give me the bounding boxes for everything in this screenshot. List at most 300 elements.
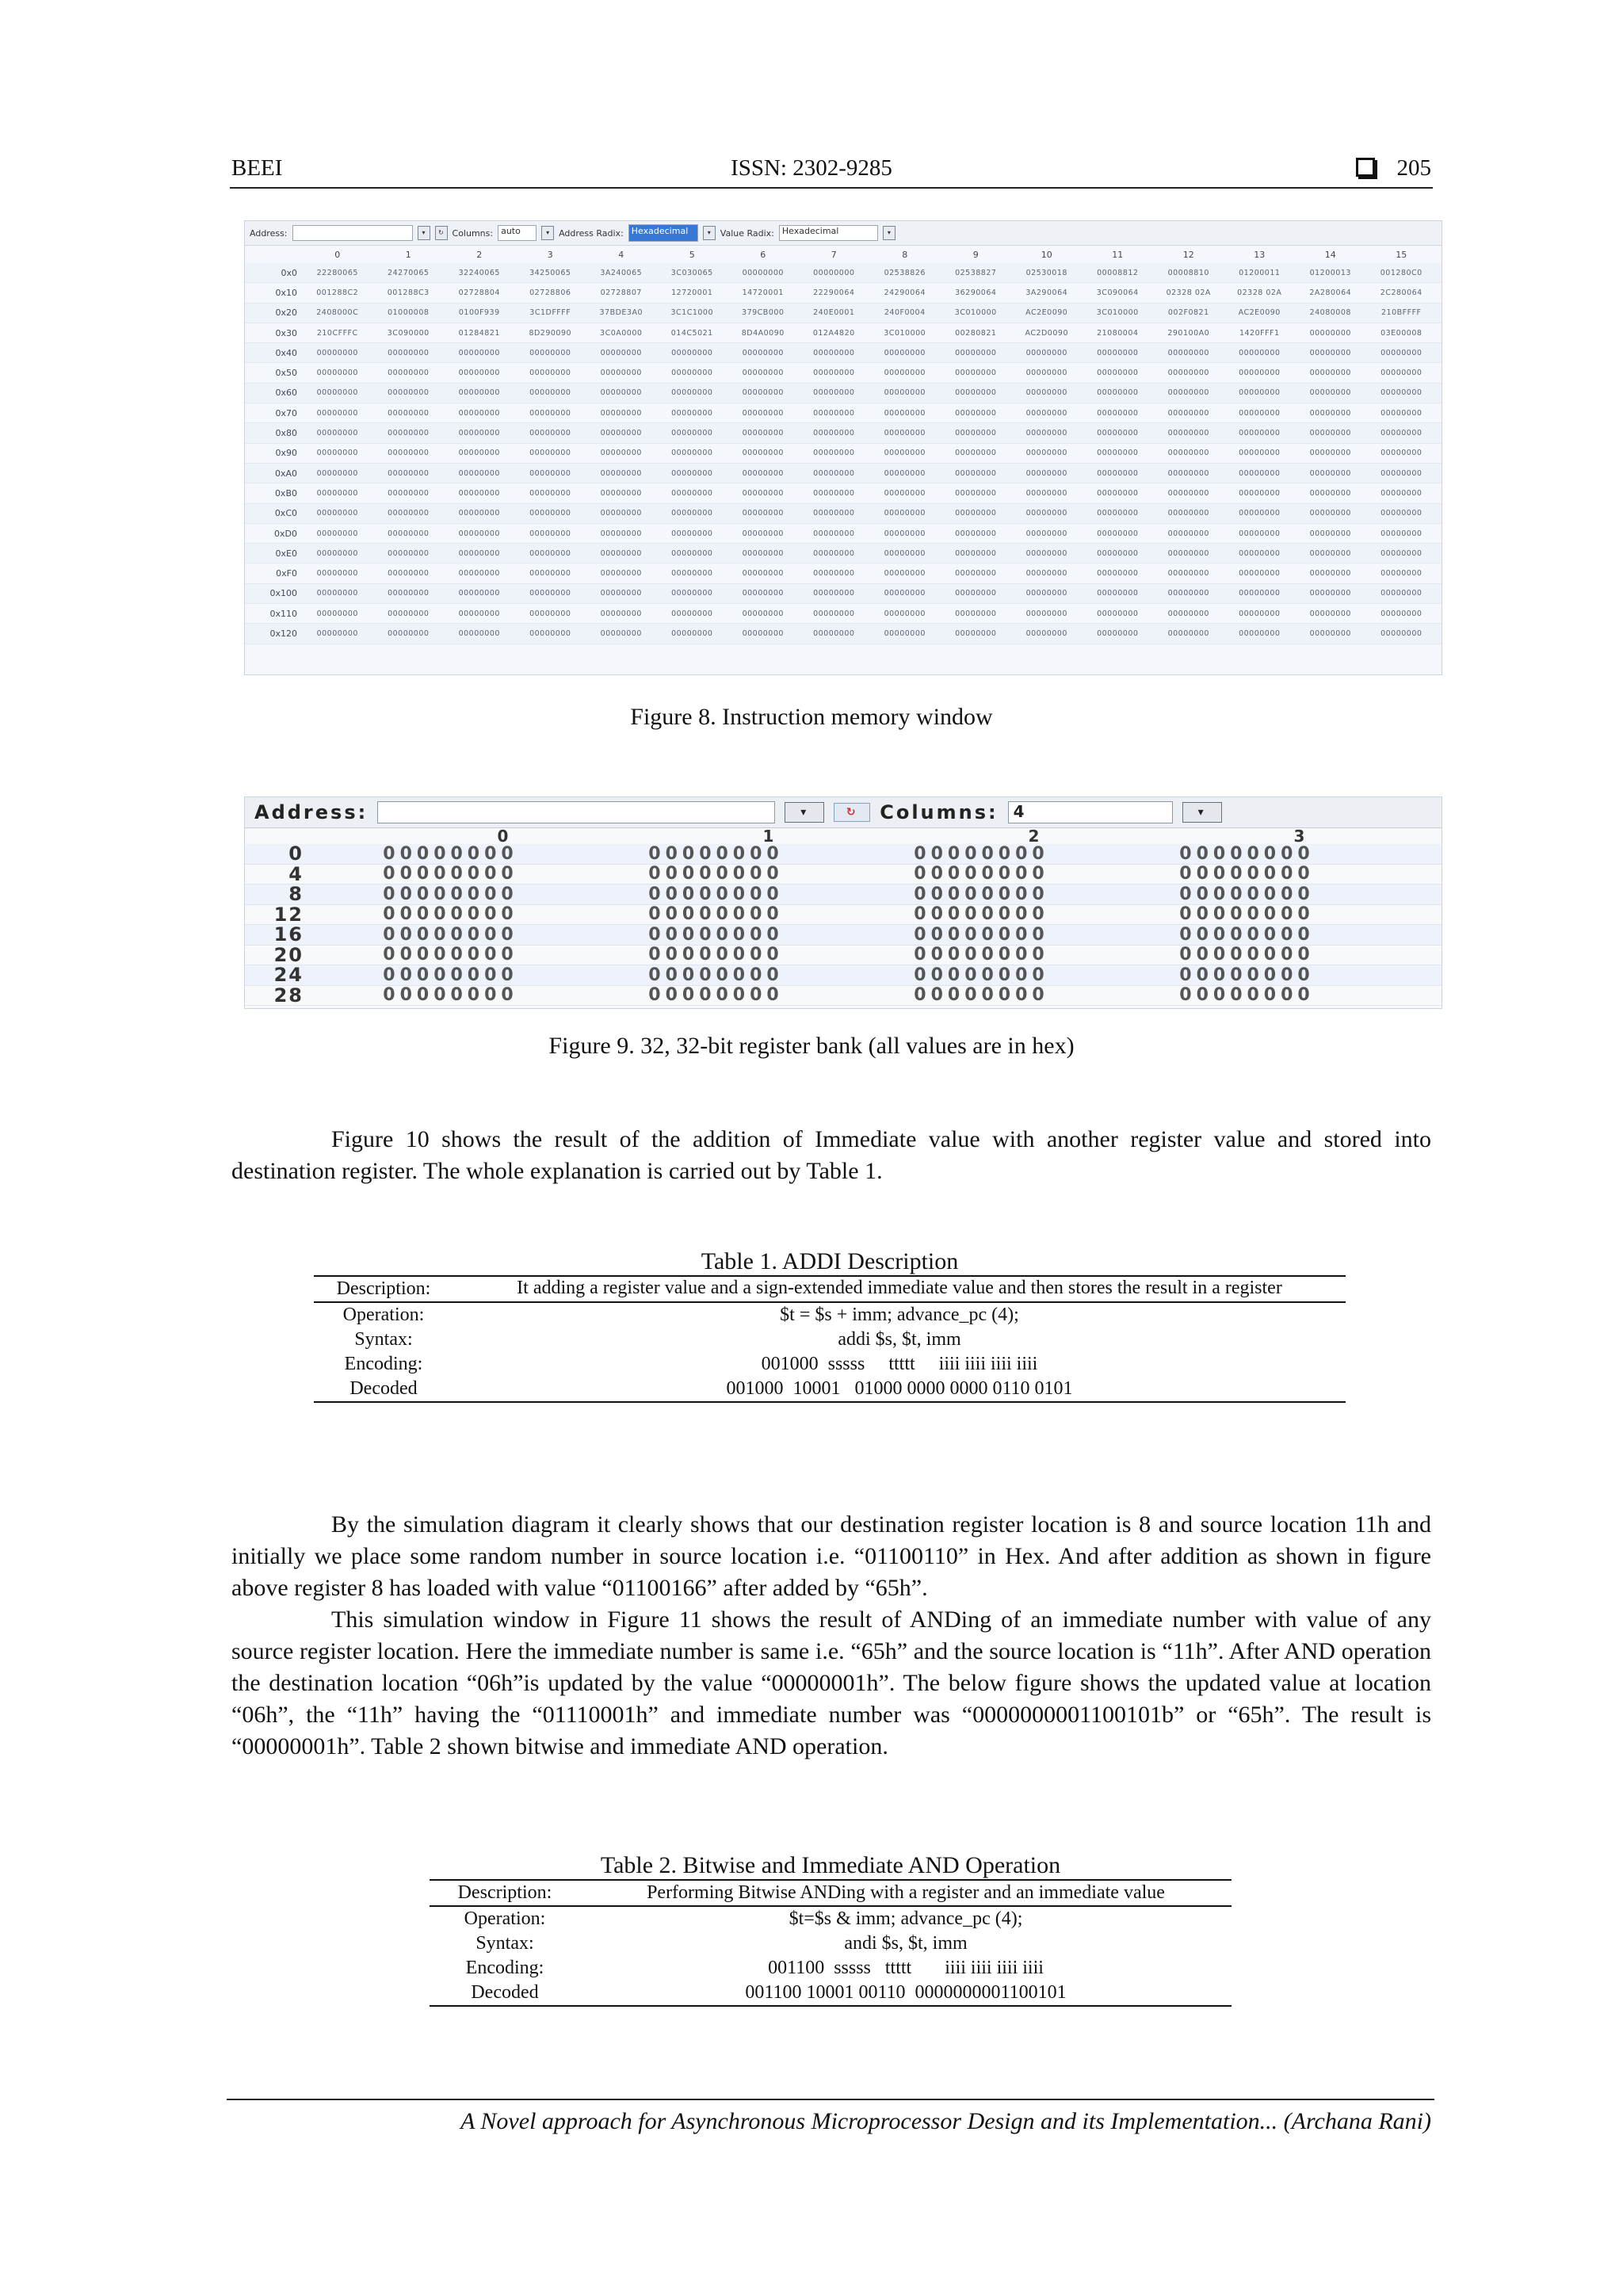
- memory-cell: 00000000: [388, 569, 430, 579]
- journal-name: BEEI: [231, 155, 283, 181]
- register-cell: 00000000: [914, 965, 1049, 985]
- memory-cell: 00000000: [955, 369, 997, 378]
- memory-cell: 00000000: [671, 488, 713, 498]
- memory-cell: 00000000: [458, 468, 500, 478]
- memory-cell: 00000000: [884, 529, 926, 538]
- memory-cell: 00000000: [529, 449, 571, 458]
- memory-cell: 00000000: [1167, 569, 1209, 579]
- memory-cell: 00000000: [1239, 369, 1281, 378]
- memory-cell: 00000000: [600, 449, 642, 458]
- register-cell: 00000000: [1179, 904, 1315, 925]
- memory-cell: 00000000: [316, 548, 358, 558]
- memory-cell: 00000000: [884, 589, 926, 598]
- table-row: Syntax: addi $s, $t, imm: [354, 1329, 961, 1350]
- memory-cell: 00000000: [1381, 408, 1423, 418]
- memory-cell: 00000000: [1025, 348, 1067, 357]
- memory-cell: 8D4A0090: [741, 328, 785, 338]
- memory-row: [245, 343, 1442, 363]
- address-radix-select[interactable]: Hexadecimal: [628, 224, 698, 242]
- memory-row: [245, 323, 1442, 343]
- memory-cell: 00000000: [955, 348, 997, 357]
- memory-cell: 00000000: [955, 429, 997, 438]
- memory-cell: 00000000: [458, 509, 500, 518]
- column-header: 3: [547, 249, 553, 260]
- memory-cell: 00000000: [1025, 488, 1067, 498]
- address-radix-label: Address Radix:: [559, 227, 624, 239]
- memory-cell: 00000000: [388, 548, 430, 558]
- memory-cell: 240E0001: [813, 308, 855, 318]
- paragraphs-body: [231, 1509, 1431, 1763]
- footer-rule: [227, 2099, 1434, 2100]
- table-row: Encoding: 001100 sssss ttttt iiii iiii iiii iiii: [465, 1958, 1044, 1978]
- memory-cell: 2A280064: [1309, 288, 1352, 297]
- memory-cell: 3A240065: [600, 268, 643, 277]
- memory-cell: 00000000: [884, 468, 926, 478]
- memory-cell: 002F0821: [1167, 308, 1209, 318]
- memory-cell: 00000000: [813, 388, 855, 398]
- memory-cell: 00000000: [316, 488, 358, 498]
- memory-cell: 00000000: [955, 548, 997, 558]
- memory-cell: 00000000: [316, 609, 358, 618]
- memory-cell: 00000000: [1309, 388, 1351, 398]
- memory-cell: 00000000: [742, 388, 784, 398]
- memory-cell: 00000000: [671, 369, 713, 378]
- memory-row: [245, 483, 1442, 503]
- memory-cell: 00000000: [1381, 468, 1423, 478]
- memory-cell: 00000000: [316, 468, 358, 478]
- address-radix-dropdown[interactable]: ▾: [703, 226, 716, 240]
- memory-cell: 01000008: [388, 308, 430, 318]
- memory-cell: 00000000: [671, 449, 713, 458]
- memory-cell: 00000000: [316, 569, 358, 579]
- register-cell: 00000000: [383, 904, 518, 925]
- columns-dropdown[interactable]: ▾: [541, 226, 554, 240]
- memory-cell: AC2E0090: [1025, 308, 1068, 318]
- figure9-caption: Figure 9. 32, 32-bit register bank (all values are in hex): [548, 1033, 1075, 1059]
- memory-cell: 00000000: [955, 468, 997, 478]
- memory-cell: 00000000: [955, 628, 997, 638]
- memory-cell: 00000000: [600, 408, 642, 418]
- memory-cell: 00000000: [813, 589, 855, 598]
- address-label: Address:: [254, 801, 369, 823]
- memory-cell: 00000000: [1381, 369, 1423, 378]
- memory-cell: 00000000: [1239, 468, 1281, 478]
- memory-cell: 00000000: [813, 449, 855, 458]
- memory-cell: 00000000: [813, 529, 855, 538]
- memory-cell: 00000000: [671, 429, 713, 438]
- memory-address: 0xA0: [274, 468, 297, 479]
- column-header: 2: [1028, 827, 1040, 846]
- memory-cell: 00000000: [742, 369, 784, 378]
- register-address: 4: [288, 862, 304, 885]
- memory-cell: 00000000: [529, 589, 571, 598]
- memory-cell: 00000000: [1381, 488, 1423, 498]
- memory-cell: 00000000: [671, 569, 713, 579]
- memory-cell: AC2E0090: [1238, 308, 1281, 318]
- memory-address: 0x110: [269, 608, 297, 619]
- memory-row: [245, 444, 1442, 464]
- memory-cell: 00000000: [742, 548, 784, 558]
- memory-cell: 00000000: [1097, 369, 1139, 378]
- memory-cell: 00000000: [1097, 429, 1139, 438]
- column-header: 11: [1112, 249, 1124, 260]
- table-row: Description: Performing Bitwise ANDing with a register and an immediate value: [457, 1882, 1165, 1903]
- memory-cell: 00000000: [1097, 609, 1139, 618]
- memory-cell: 00008810: [1167, 268, 1209, 277]
- register-cell: 00000000: [914, 985, 1049, 1006]
- value-radix-label: Value Radix:: [720, 227, 774, 239]
- memory-cell: AC2D0090: [1025, 328, 1068, 338]
- memory-cell: 00000000: [1309, 328, 1351, 338]
- memory-cell: 00000000: [529, 429, 571, 438]
- memory-cell: 00000000: [1167, 589, 1209, 598]
- memory-cell: 00000000: [1097, 548, 1139, 558]
- memory-cell: 00000000: [458, 348, 500, 357]
- memory-cell: 00000000: [388, 529, 430, 538]
- memory-address: 0x50: [275, 368, 297, 379]
- memory-cell: 02530018: [1025, 268, 1067, 277]
- issn: ISSN: 2302-9285: [731, 155, 892, 181]
- memory-cell: 00000000: [813, 488, 855, 498]
- memory-cell: 014C5021: [670, 328, 713, 338]
- memory-row: [245, 464, 1442, 483]
- memory-cell: 22280065: [316, 268, 358, 277]
- memory-cell: 00000000: [529, 369, 571, 378]
- memory-cell: 00000000: [600, 509, 642, 518]
- memory-row: [245, 563, 1442, 583]
- memory-cell: 00000000: [1025, 628, 1067, 638]
- register-grid: [245, 844, 1442, 1006]
- memory-cell: 00000000: [1239, 548, 1281, 558]
- column-header: 1: [405, 249, 411, 260]
- memory-row: [245, 584, 1442, 604]
- memory-cell: 3C010000: [954, 308, 997, 318]
- memory-row: [245, 304, 1442, 323]
- memory-cell: 00000000: [600, 569, 642, 579]
- memory-cell: 00000000: [600, 488, 642, 498]
- register-cell: 00000000: [914, 904, 1049, 925]
- register-address: 16: [273, 923, 304, 946]
- column-header: 0: [334, 249, 341, 260]
- column-header: 3: [1293, 827, 1305, 846]
- address-dropdown[interactable]: ▾: [418, 226, 430, 240]
- register-cell: 00000000: [914, 884, 1049, 904]
- memory-cell: 00000000: [813, 548, 855, 558]
- memory-cell: 00000000: [529, 628, 571, 638]
- memory-address: 0x70: [275, 407, 297, 418]
- memory-cell: 00000000: [671, 628, 713, 638]
- register-row: [245, 986, 1442, 1007]
- memory-cell: 00000000: [1167, 449, 1209, 458]
- memory-cell: 00000000: [955, 408, 997, 418]
- memory-cell: 00000000: [388, 449, 430, 458]
- table-row: Operation: $t = $s + imm; advance_pc (4);: [342, 1305, 1019, 1325]
- memory-cell: 24270065: [388, 268, 430, 277]
- memory-cell: 00000000: [388, 388, 430, 398]
- memory-cell: 00000000: [1239, 569, 1281, 579]
- memory-cell: 00000000: [1097, 628, 1139, 638]
- memory-cell: 00000000: [742, 449, 784, 458]
- memory-cell: 00000000: [1097, 408, 1139, 418]
- memory-address: 0xD0: [274, 528, 297, 539]
- value-radix-dropdown[interactable]: ▾: [883, 226, 896, 240]
- memory-cell: 00000000: [813, 628, 855, 638]
- address-input[interactable]: [292, 225, 413, 241]
- register-row: [245, 905, 1442, 926]
- memory-cell: 00000000: [1239, 388, 1281, 398]
- register-cell: 00000000: [914, 843, 1049, 864]
- table-2: [430, 1853, 1232, 2007]
- memory-column-header: [245, 246, 1442, 263]
- memory-cell: 00000000: [1309, 569, 1351, 579]
- register-address: 24: [273, 964, 304, 987]
- memory-cell: 00000000: [884, 569, 926, 579]
- memory-cell: 01284821: [458, 328, 500, 338]
- register-row: [245, 925, 1442, 946]
- columns-select[interactable]: 4: [1008, 801, 1173, 823]
- memory-cell: 00000000: [1025, 468, 1067, 478]
- register-cell: 00000000: [383, 864, 518, 884]
- memory-address: 0x80: [275, 428, 297, 439]
- memory-cell: 00000000: [1309, 529, 1351, 538]
- memory-cell: 00000000: [1097, 569, 1139, 579]
- memory-cell: 00000000: [1309, 628, 1351, 638]
- memory-cell: 00000000: [458, 609, 500, 618]
- memory-cell: 00000000: [600, 628, 642, 638]
- memory-cell: 00000000: [884, 388, 926, 398]
- memory-cell: 00000000: [388, 589, 430, 598]
- register-cell: 00000000: [648, 904, 784, 925]
- column-header: 13: [1254, 249, 1266, 260]
- memory-cell: 00000000: [458, 628, 500, 638]
- memory-cell: 00000000: [1097, 449, 1139, 458]
- memory-cell: 00000000: [600, 548, 642, 558]
- memory-cell: 00000000: [671, 589, 713, 598]
- memory-cell: 00000000: [742, 429, 784, 438]
- register-cell: 00000000: [1179, 945, 1315, 965]
- register-cell: 00000000: [1179, 985, 1315, 1006]
- columns-label: Columns:: [880, 801, 999, 823]
- register-cell: 00000000: [648, 843, 784, 864]
- memory-cell: 00000000: [813, 348, 855, 357]
- memory-grid: [245, 263, 1442, 644]
- memory-cell: 00000000: [1167, 609, 1209, 618]
- table-row: Decoded 001000 10001 01000 0000 0000 0110 0101: [349, 1378, 1073, 1399]
- register-cell: 00000000: [914, 945, 1049, 965]
- memory-cell: 00000000: [458, 429, 500, 438]
- column-header: 7: [831, 249, 837, 260]
- memory-cell: 00000000: [388, 429, 430, 438]
- memory-cell: 24290064: [884, 288, 926, 297]
- memory-cell: 00000000: [316, 628, 358, 638]
- register-cell: 00000000: [383, 924, 518, 945]
- memory-cell: 00000000: [600, 429, 642, 438]
- memory-cell: 00000000: [388, 609, 430, 618]
- memory-address: 0x0: [281, 267, 297, 278]
- column-header: 2: [476, 249, 483, 260]
- column-header: 10: [1041, 249, 1052, 260]
- memory-cell: 001288C3: [387, 288, 430, 297]
- memory-cell: 00000000: [813, 569, 855, 579]
- memory-cell: 24080008: [1309, 308, 1351, 318]
- memory-cell: 00000000: [742, 609, 784, 618]
- value-radix-select[interactable]: Hexadecimal: [779, 225, 878, 241]
- memory-cell: 001280C0: [1380, 268, 1423, 277]
- memory-cell: 12720001: [671, 288, 713, 297]
- column-header: 5: [689, 249, 695, 260]
- memory-cell: 3C1C1000: [670, 308, 714, 318]
- memory-cell: 210BFFFF: [1381, 308, 1422, 318]
- memory-cell: 00000000: [742, 488, 784, 498]
- memory-cell: 00000000: [1025, 408, 1067, 418]
- refresh-icon[interactable]: ↻: [834, 803, 870, 822]
- memory-cell: 2408000C: [316, 308, 359, 318]
- memory-row: [245, 384, 1442, 403]
- memory-cell: 00000000: [884, 408, 926, 418]
- memory-cell: 240F0004: [884, 308, 926, 318]
- register-row: [245, 844, 1442, 865]
- memory-cell: 00000000: [388, 488, 430, 498]
- memory-cell: 00000000: [884, 548, 926, 558]
- memory-cell: 00000000: [1381, 569, 1423, 579]
- address-input[interactable]: [377, 801, 775, 823]
- memory-cell: 00000000: [1167, 529, 1209, 538]
- memory-cell: 02538826: [884, 268, 926, 277]
- memory-cell: 00000000: [884, 348, 926, 357]
- columns-select[interactable]: auto: [498, 225, 537, 241]
- table-row: Syntax: andi $s, $t, imm: [475, 1933, 968, 1954]
- memory-cell: 00000000: [1025, 369, 1067, 378]
- table-row: Description: It adding a register value and a sign-extended immediate value and then stores the result in a register: [336, 1278, 1282, 1299]
- memory-cell: 00000000: [1309, 408, 1351, 418]
- memory-cell: 00000000: [458, 369, 500, 378]
- register-cell: 00000000: [383, 884, 518, 904]
- memory-address: 0x100: [269, 588, 297, 599]
- memory-cell: 00000000: [1381, 388, 1423, 398]
- memory-cell: 00000000: [388, 348, 430, 357]
- register-cell: 00000000: [383, 945, 518, 965]
- memory-row: [245, 263, 1442, 283]
- memory-cell: 00000000: [316, 369, 358, 378]
- paragraph-2: By the simulation diagram it clearly shows that our destination register location is 8 and source location 11h and initially we place some random number in source location i.e. “01100110” in Hex. And after addition as shown in figure above register 8 has loaded with value “01100166” after added by “65h”.: [231, 1511, 1431, 1601]
- memory-toolbar: [245, 221, 1442, 246]
- memory-cell: 3C0A0000: [600, 328, 643, 338]
- memory-cell: 00000000: [671, 388, 713, 398]
- register-cell: 00000000: [648, 924, 784, 945]
- memory-address: 0xC0: [274, 508, 297, 519]
- memory-cell: 02328 02A: [1166, 288, 1211, 297]
- memory-cell: 00000000: [1167, 488, 1209, 498]
- memory-cell: 03E00008: [1381, 328, 1423, 338]
- memory-cell: 00000000: [671, 509, 713, 518]
- address-dropdown[interactable]: ▾: [785, 802, 824, 823]
- page-number: 205: [1396, 155, 1431, 181]
- memory-cell: 00000000: [529, 468, 571, 478]
- memory-cell: 00000000: [388, 468, 430, 478]
- memory-cell: 00000000: [1239, 488, 1281, 498]
- memory-cell: 00000000: [1239, 348, 1281, 357]
- column-header: 12: [1182, 249, 1194, 260]
- register-cell: 00000000: [1179, 864, 1315, 884]
- memory-cell: 00000000: [458, 548, 500, 558]
- memory-cell: 02728804: [458, 288, 500, 297]
- register-address: 20: [273, 943, 304, 966]
- memory-cell: 00000000: [884, 488, 926, 498]
- memory-cell: 290100A0: [1167, 328, 1210, 338]
- memory-cell: 00000000: [1381, 348, 1423, 357]
- instruction-memory-window: [244, 220, 1442, 675]
- column-header: 0: [497, 827, 509, 846]
- register-address: 28: [273, 984, 304, 1007]
- memory-cell: 00000000: [316, 589, 358, 598]
- columns-dropdown[interactable]: ▾: [1182, 802, 1222, 823]
- register-toolbar: [245, 797, 1442, 828]
- memory-cell: 00000000: [388, 628, 430, 638]
- table-1-title: Table 1. ADDI Description: [701, 1248, 959, 1274]
- memory-cell: 02328 02A: [1237, 288, 1282, 297]
- memory-cell: 00000000: [813, 509, 855, 518]
- memory-address: 0x40: [275, 347, 297, 358]
- memory-cell: 00000000: [458, 449, 500, 458]
- memory-cell: 00000000: [1309, 589, 1351, 598]
- memory-cell: 00000000: [1381, 529, 1423, 538]
- register-address: 8: [288, 883, 304, 906]
- memory-cell: 00000000: [1381, 449, 1423, 458]
- memory-cell: 00000000: [1381, 609, 1423, 618]
- memory-cell: 00000000: [1025, 569, 1067, 579]
- memory-cell: 00000000: [1309, 429, 1351, 438]
- register-cell: 00000000: [383, 843, 518, 864]
- memory-cell: 00000000: [813, 468, 855, 478]
- memory-cell: 00000000: [742, 468, 784, 478]
- memory-cell: 02538827: [955, 268, 997, 277]
- memory-cell: 00000000: [1239, 628, 1281, 638]
- memory-cell: 00000000: [884, 609, 926, 618]
- memory-cell: 00000000: [600, 589, 642, 598]
- memory-cell: 00000000: [742, 529, 784, 538]
- register-cell: 00000000: [383, 985, 518, 1006]
- register-row: [245, 965, 1442, 986]
- memory-cell: 00000000: [529, 548, 571, 558]
- memory-cell: 00000000: [955, 388, 997, 398]
- refresh-icon[interactable]: ↻: [435, 226, 448, 240]
- memory-cell: 00000000: [671, 348, 713, 357]
- memory-address: 0x60: [275, 388, 297, 399]
- memory-cell: 00000000: [813, 268, 855, 277]
- memory-cell: 00000000: [600, 609, 642, 618]
- register-address: 0: [288, 842, 304, 865]
- register-cell: 00000000: [1179, 884, 1315, 904]
- memory-cell: 00000000: [671, 548, 713, 558]
- memory-cell: 14720001: [742, 288, 784, 297]
- checkbox-icon: [1356, 158, 1375, 177]
- memory-cell: 00000000: [813, 369, 855, 378]
- memory-cell: 3C1DFFFF: [529, 308, 571, 318]
- memory-cell: 00000000: [1167, 548, 1209, 558]
- memory-cell: 00000000: [813, 609, 855, 618]
- memory-cell: 00000000: [884, 369, 926, 378]
- paragraph-3: This simulation window in Figure 11 shows the result of ANDing of an immediate number with value of any source register location. Here the immediate number is same i.e. “65h” and the source location is “11h”. After AND operation the destination location “06h”is updated by the value “00000001h”. The below figure shows the updated value at location “06h”, the “11h” having the “01110001h” and immediate number was “0000000001100101b” or “65h”. The result is “00000001h”. Table 2 shown bitwise and immediate AND operation.: [231, 1606, 1431, 1759]
- register-row: [245, 884, 1442, 905]
- register-cell: 00000000: [1179, 924, 1315, 945]
- memory-cell: 00000000: [458, 388, 500, 398]
- memory-cell: 00000000: [600, 369, 642, 378]
- memory-cell: 00000000: [1309, 609, 1351, 618]
- memory-cell: 3C010000: [884, 328, 926, 338]
- memory-cell: 00000000: [1381, 589, 1423, 598]
- memory-cell: 00000000: [742, 509, 784, 518]
- register-bank-window: [244, 797, 1442, 1009]
